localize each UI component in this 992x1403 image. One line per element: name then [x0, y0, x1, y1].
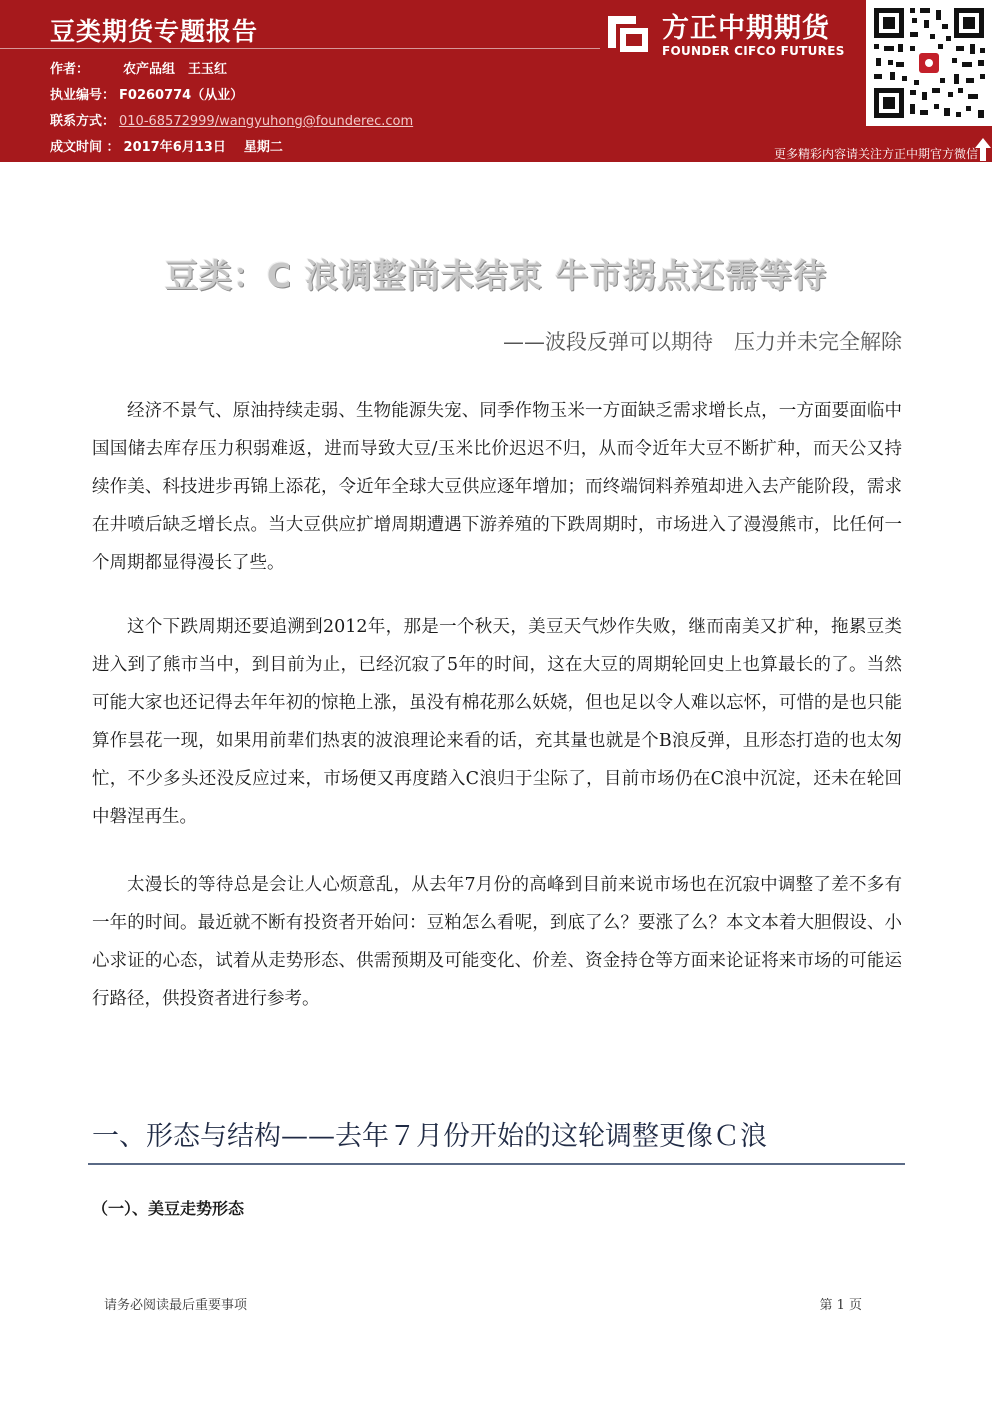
- sub-section-heading: （一）、美豆走势形态: [92, 1199, 245, 1218]
- license-row: [50, 84, 243, 103]
- footer-notice: 请务必阅读最后重要事项: [104, 1298, 248, 1313]
- paragraph-1: 经济不景气、原油持续走弱、生物能源失宠、同季作物玉米一方面缺乏需求增长点，一方面要面临中国国储去库存压力积弱难返，进而导致大豆/玉米比价迟迟不归，从而令近年大豆不断扩种，而天公又持续作美、科技进步再锦上添花，令近年全球大豆供应逐年增加；而终端饲料养殖却进入去产能阶段，需求在井喷后缺乏增长点。当大豆供应扩增周期遭遇下游养殖的下跌周期时，市场进入了漫漫熊市，比任何一个周期都显得漫长了些。: [92, 401, 902, 573]
- author-value: 农产品组 王玉红: [123, 62, 228, 77]
- logo-english-name: FOUNDER CIFCO FUTURES: [662, 44, 845, 58]
- section-heading: 一、形态与结构——去年７月份开始的这轮调整更像Ｃ浪: [92, 1121, 767, 1152]
- article-title: 豆类：C 浪调整尚未结束 牛市拐点还需等待: [164, 256, 828, 295]
- arrow-up-icon: [974, 136, 992, 162]
- date-label: 成文时间 ：: [50, 140, 120, 155]
- contact-label: 联系方式：: [50, 114, 116, 129]
- report-series-title: 豆类期货专题报告: [50, 17, 259, 46]
- author-label: 作者：: [50, 62, 90, 77]
- paragraph-2: 这个下跌周期还要追溯到2012年，那是一个秋天，美豆天气炒作失败，继而南美又扩种，拖累豆类进入到了熊市当中，到目前为止，已经沉寂了5年的时间，这在大豆的周期轮回史上也算最长的了。当然可能大家也还记得去年年初的惊艳上涨，虽没有棉花那么妖娆，但也足以令人难以忘怀，可惜的是也只能算作昙花一现，如果用前辈们热衷的波浪理论来看的话，充其量也就是个B浪反弹，且形态打造的也太匆忙，不少多头还没反应过来，市场便又再度踏入C浪归于尘际了，目前市场仍在C浪中沉淀，还未在轮回中磐涅再生。: [92, 617, 902, 827]
- article-subtitle: ——波段反弹可以期待 压力并未完全解除: [503, 330, 902, 354]
- license-value: F0260774（从业）: [119, 88, 244, 103]
- author-row: [50, 58, 227, 77]
- date-value: 2017年6月13日: [123, 140, 226, 155]
- paragraph-3: 太漫长的等待总是会让人心烦意乱，从去年7月份的高峰到目前来说市场也在沉寂中调整了差不多有一年的时间。最近就不断有投资者开始问：豆粕怎么看呢，到底了么？要涨了么？本文本着大胆假设、小心求证的心态，试着从走势形态、供需预期及可能变化、价差、资金持仓等方面来论证将来市场的可能运行路径，供投资者进行参考。: [92, 875, 902, 1009]
- company-logo: [604, 6, 864, 62]
- wechat-qr-code-icon: [866, 0, 992, 126]
- page-number: 第 1 页: [819, 1298, 862, 1313]
- date-row: [50, 136, 283, 155]
- license-label: 执业编号：: [50, 88, 116, 103]
- section-divider: [88, 1163, 905, 1165]
- header-divider: [0, 48, 600, 49]
- contact-row: [50, 110, 413, 129]
- follow-wechat-note: 更多精彩内容请关注方正中期官方微信: [773, 147, 978, 161]
- contact-link[interactable]: 010-68572999/wangyuhong@founderec.com: [119, 114, 414, 129]
- founder-logo-icon: [604, 8, 652, 56]
- report-header-band: [0, 0, 992, 162]
- logo-chinese-name: 方正中期期货: [662, 13, 830, 44]
- weekday-value: 星期二: [243, 140, 283, 155]
